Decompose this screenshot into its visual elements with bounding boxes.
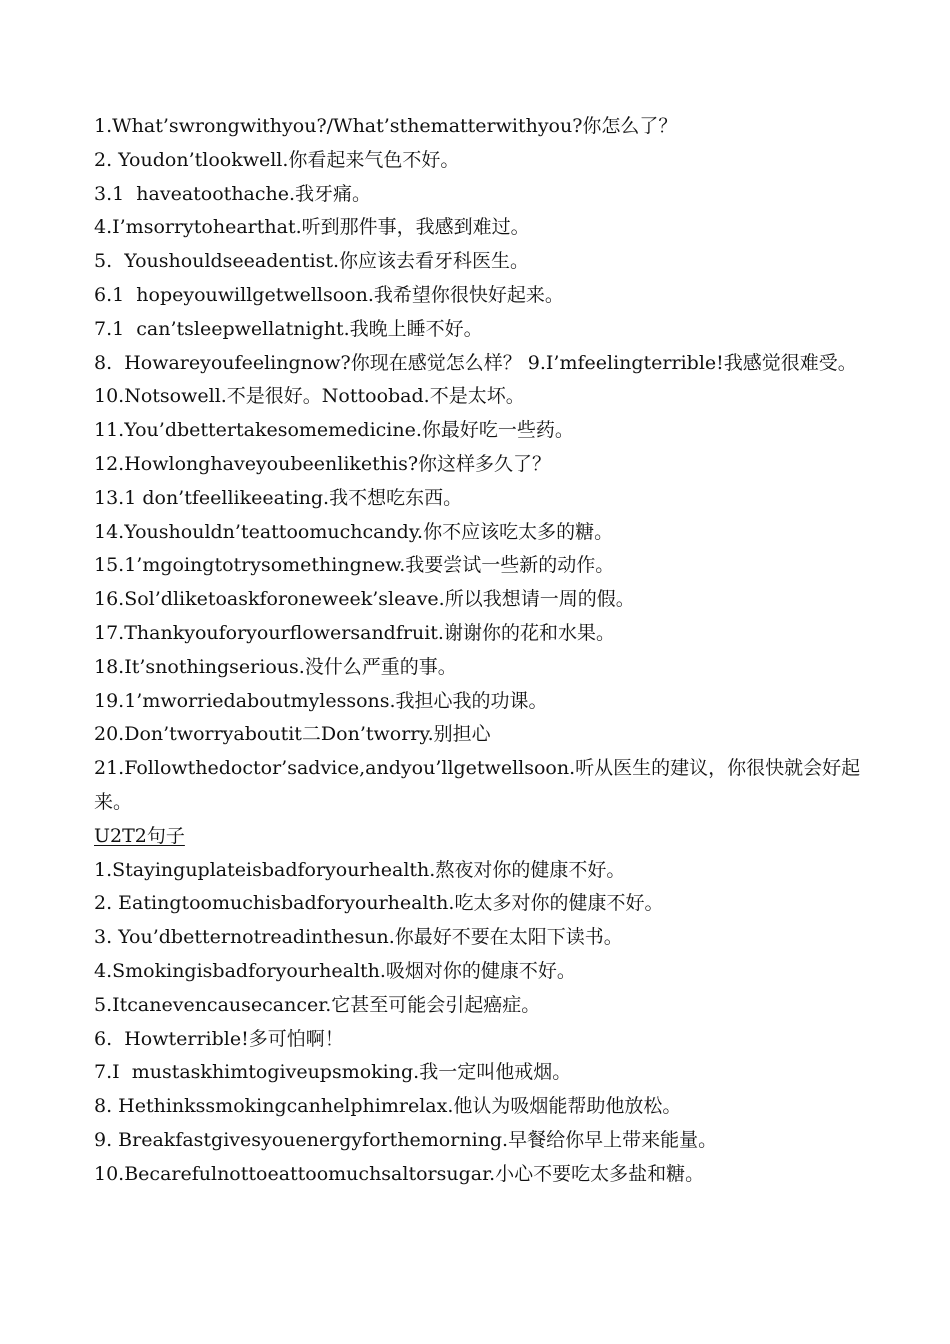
sentence-line: 8. Hethinkssmokingcanhelphimrelax.他认为吸烟能帮助他放松。: [94, 1095, 682, 1118]
document-page: [94, 110, 864, 1192]
sentence-line: 10.Notsowell.不是很好。Nottoobad.不是太坏。: [94, 385, 525, 408]
sentence-line: 12.Howlonghaveyoubeenlikethis?你这样多久了？: [94, 452, 552, 475]
sentence-line: 7.I mustaskhimtogiveupsmoking.我一定叫他戒烟。: [94, 1061, 572, 1084]
sentence-line: 1.Stayinguplateisbadforyourhealth.熬夜对你的健康不好。: [94, 858, 626, 881]
sentence-line: 21.Followthedoctor’sadvice,andyou’llgetwellsoon.听从医生的建议，你很快就会好起来。: [94, 757, 861, 813]
sentence-line: 5. Youshouldseeadentist.你应该去看牙科医生。: [94, 250, 530, 273]
sentence-line: 13.1 don’tfeellikeeating.我不想吃东西。: [94, 486, 463, 509]
sentence-line: 8. Howareyoufeelingnow?你现在感觉怎么样？ 9.I’mfeelingterrible!我感觉很难受。: [94, 351, 857, 374]
sentence-line: 10.Becarefulnottoeattoomuchsaltorsugar.小心不要吃太多盐和糖。: [94, 1162, 705, 1185]
sentence-line: 4.Smokingisbadforyourhealth.吸烟对你的健康不好。: [94, 959, 576, 982]
sentence-line: 1.What’swrongwithyou?/What’sthematterwithyou?你怎么了？: [94, 115, 678, 137]
section-health-sentences: [94, 110, 864, 820]
sentence-line: 6.1 hopeyouwillgetwellsoon.我希望你很快好起来。: [94, 283, 564, 306]
sentence-line: 2. Eatingtoomuchisbadforyourhealth.吃太多对你的健康不好。: [94, 892, 664, 915]
sentence-line: 2. Youdon’tlookwell.你看起来气色不好。: [94, 148, 460, 171]
sentence-line: 3. You’dbetternotreadinthesun.你最好不要在太阳下读书。: [94, 926, 623, 949]
sentence-line: 3.1 haveatoothache.我牙痛。: [94, 182, 372, 205]
sentence-line: 9. Breakfastgivesyouenergyforthemorning.早餐给你早上带来能量。: [94, 1128, 718, 1151]
sentence-line: 7.1 can’tsleepwellatnight.我晚上睡不好。: [94, 317, 483, 340]
sentence-line: 6. Howterrible!多可怕啊！: [94, 1027, 344, 1050]
sentence-line: 16.Sol’dliketoaskforoneweek’sleave.所以我想请一周的假。: [94, 588, 635, 611]
sentence-line: 18.It’snothingserious.没什么严重的事。: [94, 655, 457, 678]
sentence-line: 19.1’mworriedaboutmylessons.我担心我的功课。: [94, 689, 548, 712]
sentence-line: 11.You’dbettertakesomemedicine.你最好吃一些药。: [94, 419, 574, 442]
section-u2t2: [94, 820, 864, 1192]
sentence-line: 4.I’msorrytohearthat.听到那件事，我感到难过。: [94, 216, 530, 239]
sentence-line: 14.Youshouldn’teattoomuchcandy.你不应该吃太多的糖。: [94, 520, 614, 543]
sentence-line: 17.Thankyouforyourflowersandfruit.谢谢你的花和水果。: [94, 621, 615, 644]
sentence-line: 5.Itcanevencausecancer.它甚至可能会引起癌症。: [94, 993, 541, 1016]
sentence-line: 20.Don’tworryaboutit二Don’tworry.别担心: [94, 723, 491, 746]
sentence-line: 15.1’mgoingtotrysomethingnew.我要尝试一些新的动作。: [94, 554, 615, 577]
section-heading: U2T2句子: [94, 824, 185, 847]
